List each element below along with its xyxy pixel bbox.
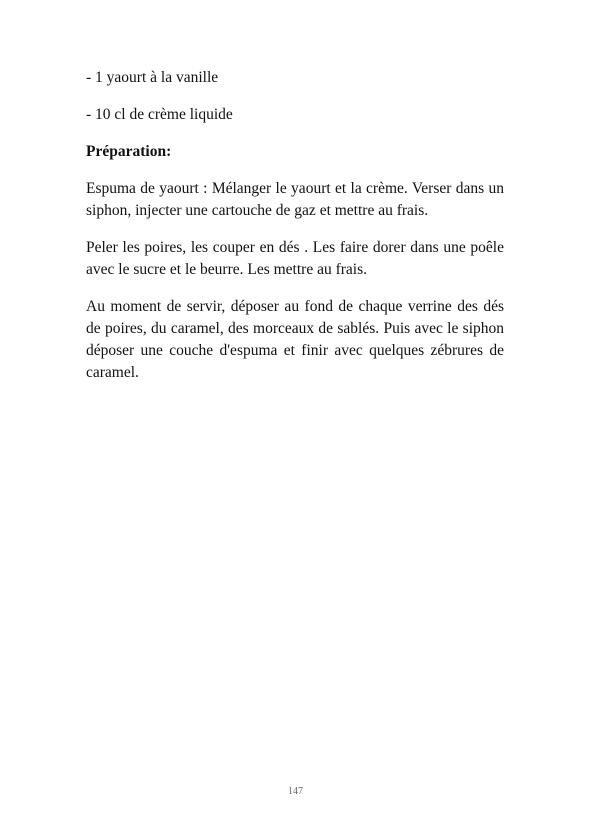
instruction-paragraph: Peler les poires, les couper en dés . Les faire dorer dans une poêle avec le sucre et le beurre. Les mettre au frais. (86, 239, 504, 278)
ingredient-item: - 10 cl de crème liquide (86, 106, 233, 123)
instruction-paragraph: Au moment de servir, déposer au fond de chaque verrine des dés de poires, du caramel, des morceaux de sablés. Puis avec le siphon déposer une couche d'espuma et finir avec quelques zébrures de caramel. (86, 298, 504, 381)
page-content (86, 67, 504, 399)
preparation-heading: Préparation: (86, 143, 172, 160)
instruction-paragraph: Espuma de yaourt : Mélanger le yaourt et la crème. Verser dans un siphon, injecter une cartouche de gaz et mettre au frais. (86, 180, 504, 219)
page-number: 147 (288, 786, 303, 797)
ingredient-item: - 1 yaourt à la vanille (86, 69, 219, 86)
